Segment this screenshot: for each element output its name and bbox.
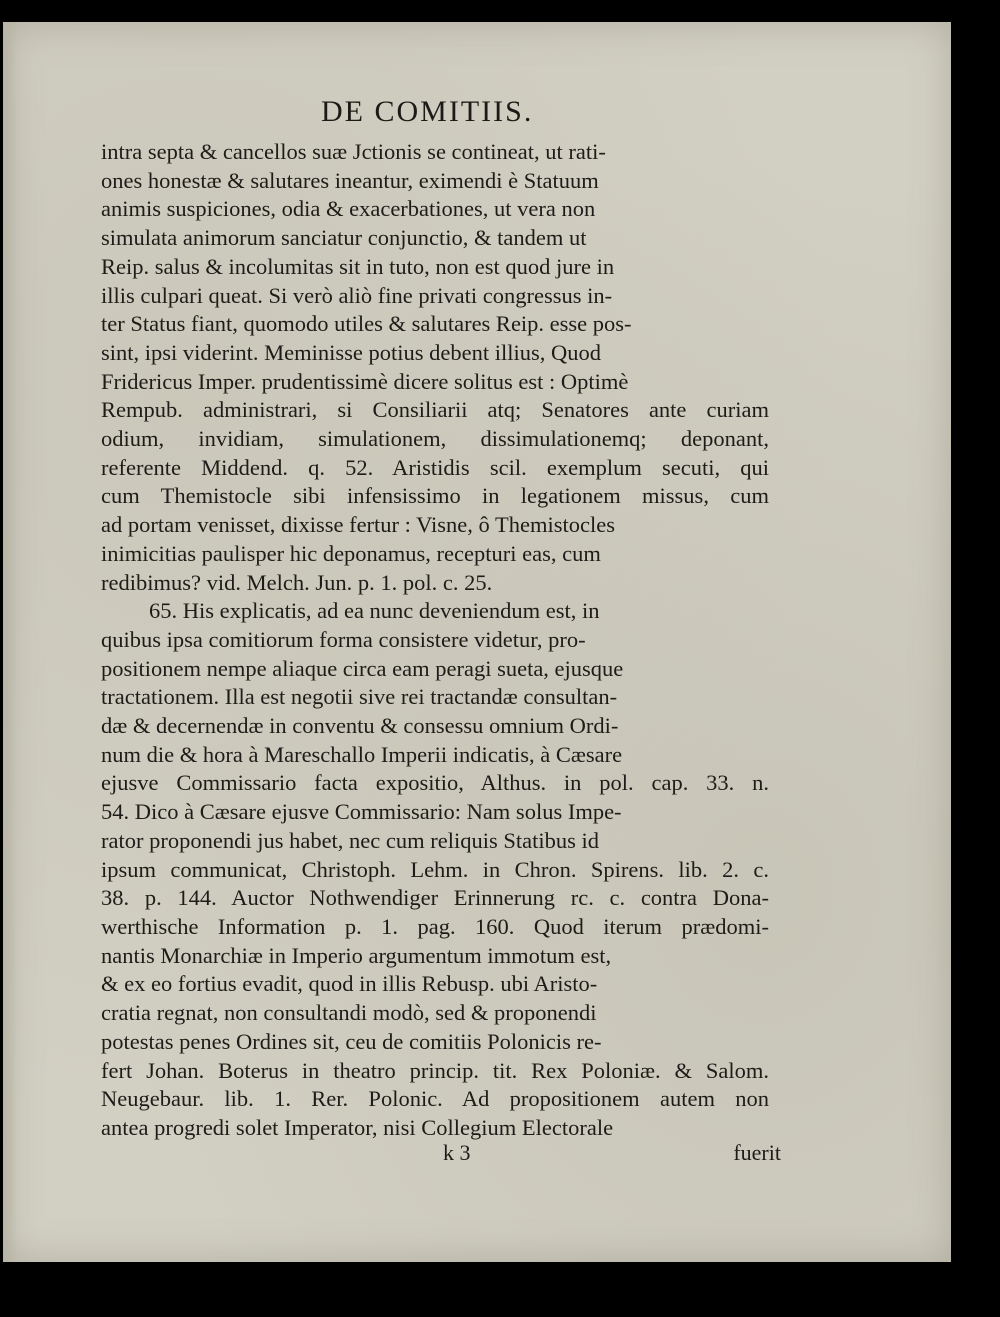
text-line: quibus ipsa comitiorum forma consistere videtur, pro- — [101, 626, 586, 652]
text-line: rator proponendi jus habet, nec cum reliquis Statibus id — [101, 827, 600, 853]
book-page — [3, 22, 951, 1262]
text-line: simulata animorum sanciatur conjunctio, & tandem ut — [101, 225, 587, 251]
text-line: Fridericus Imper. prudentissimè dicere solitus est : Optimè — [101, 368, 629, 394]
text-line: ejusve Commissario facta expositio, Althus. in pol. cap. 33. n. — [101, 770, 769, 796]
text-line: illis culpari queat. Si verò aliò fine privati congressus in- — [101, 282, 613, 308]
signature-mark: k 3 — [443, 1140, 471, 1165]
text-line: inimicitias paulisper hic deponamus, recepturi eas, cum — [101, 540, 601, 566]
page-edge-shadow — [3, 22, 17, 1262]
text-line: potestas penes Ordines sit, ceu de comitiis Polonicis re- — [101, 1028, 602, 1054]
text-line: sint, ipsi viderint. Meminisse potius debent illius, Quod — [101, 339, 601, 365]
paragraph-start-line: 65. His explicatis, ad ea nunc deveniendum est, in — [149, 598, 600, 624]
text-line: 54. Dico à Cæsare ejusve Commissario: Nam solus Impe- — [101, 799, 622, 825]
running-head: DE COMITIIS. — [321, 95, 534, 128]
text-line: intra septa & cancellos suæ Jctionis se contineat, ut rati- — [101, 139, 606, 164]
text-line: Neugebaur. lib. 1. Rer. Polonic. Ad propositionem autem non — [101, 1086, 769, 1112]
text-line: nantis Monarchiæ in Imperio argumentum immotum est, — [101, 942, 612, 968]
text-line: positionem nempe aliaque circa eam peragi sueta, ejusque — [101, 655, 624, 681]
text-line: Rempub. administrari, si Consiliarii atq; Senatores ante curiam — [101, 397, 769, 423]
text-line: animis suspiciones, odia & exacerbationes, ut vera non — [101, 196, 596, 222]
text-line: werthische Information p. 1. pag. 160. Quod iterum prædomi- — [101, 913, 769, 939]
text-line: ipsum communicat, Christoph. Lehm. in Chron. Spirens. lib. 2. c. — [101, 856, 769, 882]
text-line: dæ & decernendæ in conventu & consessu omnium Ordi- — [101, 713, 619, 739]
text-line: ones honestæ & salutares ineantur, eximendi è Statuum — [101, 167, 599, 193]
text-line: & ex eo fortius evadit, quod in illis Rebusp. ubi Aristo- — [101, 971, 598, 997]
catchword: fuerit — [733, 1140, 781, 1165]
text-line: referente Middend. q. 52. Aristidis scil. exemplum secuti, qui — [101, 454, 769, 480]
text-line: redibimus? vid. Melch. Jun. p. 1. pol. c. 25. — [101, 569, 493, 595]
text-line: odium, invidiam, simulationem, dissimulationemq; deponant, — [101, 426, 769, 452]
text-line: 38. p. 144. Auctor Nothwendiger Erinnerung rc. c. contra Dona- — [101, 885, 769, 911]
text-line: ter Status fiant, quomodo utiles & salutares Reip. esse pos- — [101, 311, 632, 337]
text-line: antea progredi solet Imperator, nisi Collegium Electorale — [101, 1114, 614, 1140]
text-line: fert Johan. Boterus in theatro princip. tit. Rex Poloniæ. & Salom. — [101, 1057, 769, 1083]
text-line: tractationem. Illa est negotii sive rei tractandæ consultan- — [101, 684, 618, 710]
text-line: num die & hora à Mareschallo Imperii indicatis, à Cæsare — [101, 741, 623, 767]
text-line: cum Themistocle sibi infensissimo in legationem missus, cum — [101, 483, 769, 509]
body-text — [101, 138, 769, 1143]
text-line: Reip. salus & incolumitas sit in tuto, non est quod jure in — [101, 253, 615, 279]
page-footer — [101, 1140, 781, 1170]
text-line: ad portam venisset, dixisse fertur : Visne, ô Themistocles — [101, 512, 615, 538]
text-line: cratia regnat, non consultandi modò, sed & proponendi — [101, 1000, 597, 1026]
